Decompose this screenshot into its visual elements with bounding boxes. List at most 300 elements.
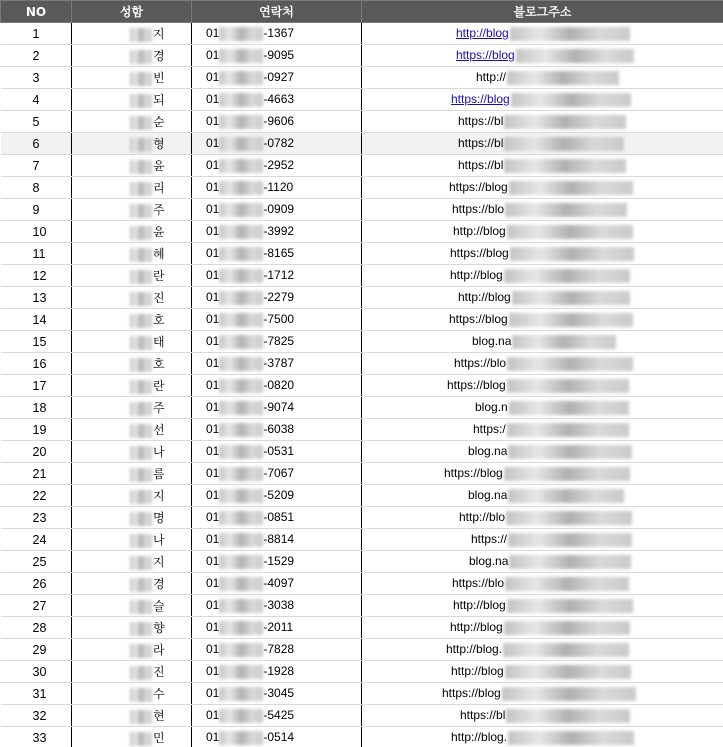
redacted-blog-url	[509, 181, 633, 195]
redacted-name	[130, 116, 152, 130]
cell-name[interactable]	[72, 199, 192, 221]
redacted-blog-url	[504, 467, 630, 481]
redacted-blog-url	[510, 247, 634, 261]
cell-phone[interactable]	[192, 705, 362, 727]
cell-phone[interactable]	[192, 111, 362, 133]
phone-prefix: 01	[206, 70, 220, 85]
redacted-blog-url	[509, 555, 631, 569]
table-row	[1, 353, 723, 375]
redacted-blog-url	[510, 27, 630, 41]
redacted-blog-url	[504, 159, 626, 173]
name-visible-part: 주	[153, 203, 165, 217]
blog-text: blog.na	[468, 444, 508, 459]
cell-phone[interactable]	[192, 507, 362, 529]
cell-name[interactable]	[72, 265, 192, 287]
cell-blog[interactable]	[362, 617, 723, 639]
phone-prefix: 01	[206, 620, 220, 635]
cell-blog[interactable]	[362, 529, 723, 551]
cell-no[interactable]: 14	[1, 309, 72, 331]
cell-no[interactable]: 21	[1, 463, 72, 485]
redacted-blog-url	[508, 445, 632, 459]
blog-link[interactable]: http://blog	[456, 26, 509, 41]
cell-phone[interactable]	[192, 67, 362, 89]
cell-blog[interactable]	[362, 243, 723, 265]
cell-no[interactable]: 22	[1, 485, 72, 507]
redacted-name	[130, 600, 152, 614]
redacted-phone	[219, 731, 263, 745]
cell-blog[interactable]	[362, 199, 723, 221]
cell-blog[interactable]	[362, 705, 723, 727]
cell-blog[interactable]	[362, 23, 723, 45]
cell-name[interactable]	[72, 243, 192, 265]
name-visible-part: 진	[153, 291, 165, 305]
name-visible-part: 라	[153, 643, 165, 657]
redacted-name	[130, 94, 152, 108]
cell-phone[interactable]	[192, 727, 362, 747]
phone-prefix: 01	[206, 246, 220, 261]
phone-prefix: 01	[206, 598, 220, 613]
blog-text: http://blo	[459, 510, 506, 525]
cell-no[interactable]: 32	[1, 705, 72, 727]
redacted-phone	[219, 203, 263, 217]
redacted-phone	[219, 709, 263, 723]
cell-no[interactable]: 25	[1, 551, 72, 573]
cell-blog[interactable]	[362, 155, 723, 177]
header-name: 성함	[72, 1, 192, 23]
name-visible-part: 경	[153, 49, 165, 63]
phone-prefix: 01	[206, 576, 220, 591]
phone-suffix: -8165	[263, 246, 295, 261]
name-visible-part: 선	[153, 423, 165, 437]
phone-suffix: -4663	[263, 92, 295, 107]
cell-blog[interactable]	[362, 419, 723, 441]
cell-phone[interactable]	[192, 485, 362, 507]
redacted-name	[130, 248, 152, 262]
cell-phone[interactable]	[192, 243, 362, 265]
blog-link[interactable]: https://blog	[451, 92, 510, 107]
name-visible-part: 란	[153, 379, 165, 393]
redacted-name	[130, 710, 152, 724]
cell-no[interactable]: 10	[1, 221, 72, 243]
cell-blog[interactable]	[362, 639, 723, 661]
redacted-blog-url	[505, 203, 627, 217]
cell-name[interactable]	[72, 133, 192, 155]
cell-blog[interactable]	[362, 177, 723, 199]
redacted-name	[130, 578, 152, 592]
header-no: NO	[1, 1, 72, 23]
cell-phone[interactable]	[192, 265, 362, 287]
cell-blog[interactable]	[362, 133, 723, 155]
redacted-name	[130, 336, 152, 350]
redacted-phone	[219, 93, 263, 107]
table-row	[1, 177, 723, 199]
cell-phone[interactable]	[192, 309, 362, 331]
cell-phone[interactable]	[192, 331, 362, 353]
name-visible-part: 호	[153, 313, 165, 327]
table-row	[1, 529, 723, 551]
redacted-blog-url	[508, 533, 632, 547]
redacted-name	[130, 270, 152, 284]
cell-phone[interactable]	[192, 221, 362, 243]
cell-name[interactable]	[72, 639, 192, 661]
cell-blog[interactable]	[362, 309, 723, 331]
phone-suffix: -0820	[263, 378, 295, 393]
name-visible-part: 리	[153, 181, 165, 195]
cell-name[interactable]	[72, 419, 192, 441]
redacted-name	[130, 28, 152, 42]
cell-blog[interactable]	[362, 89, 723, 111]
phone-prefix: 01	[206, 444, 220, 459]
redacted-blog-url	[508, 489, 624, 503]
cell-name[interactable]	[72, 353, 192, 375]
redacted-phone	[219, 533, 263, 547]
name-visible-part: 명	[153, 511, 165, 525]
cell-no[interactable]: 5	[1, 111, 72, 133]
table-row	[1, 397, 723, 419]
cell-name[interactable]	[72, 309, 192, 331]
cell-no[interactable]: 20	[1, 441, 72, 463]
redacted-phone	[219, 489, 263, 503]
cell-name[interactable]	[72, 177, 192, 199]
cell-blog[interactable]	[362, 375, 723, 397]
blog-text: http://	[476, 70, 507, 85]
cell-phone[interactable]	[192, 661, 362, 683]
cell-name[interactable]	[72, 705, 192, 727]
blog-text: https://blo	[452, 202, 505, 217]
cell-no[interactable]: 24	[1, 529, 72, 551]
blog-text: https://blo	[454, 356, 507, 371]
phone-suffix: -2011	[263, 620, 294, 635]
phone-suffix: -6038	[263, 422, 295, 437]
redacted-name	[130, 732, 152, 746]
phone-suffix: -3787	[263, 356, 295, 371]
redacted-name	[130, 292, 152, 306]
phone-suffix: -0927	[263, 70, 295, 85]
table-row	[1, 639, 723, 661]
cell-blog[interactable]	[362, 331, 723, 353]
cell-name[interactable]	[72, 551, 192, 573]
phone-prefix: 01	[206, 92, 220, 107]
redacted-name	[130, 666, 152, 680]
table-row	[1, 595, 723, 617]
redacted-blog-url	[507, 423, 629, 437]
phone-prefix: 01	[206, 26, 220, 41]
cell-blog[interactable]	[362, 507, 723, 529]
phone-prefix: 01	[206, 466, 220, 481]
cell-phone[interactable]	[192, 551, 362, 573]
cell-phone[interactable]	[192, 89, 362, 111]
redacted-name	[130, 424, 152, 438]
cell-name[interactable]	[72, 221, 192, 243]
cell-name[interactable]	[72, 375, 192, 397]
redacted-blog-url	[507, 599, 633, 613]
cell-name[interactable]	[72, 89, 192, 111]
phone-prefix: 01	[206, 48, 220, 63]
phone-prefix: 01	[206, 158, 220, 173]
cell-name[interactable]	[72, 617, 192, 639]
blog-text: https://blog	[447, 378, 506, 393]
redacted-phone	[219, 621, 263, 635]
redacted-blog-url	[507, 71, 619, 85]
redacted-phone	[219, 577, 263, 591]
redacted-phone	[219, 423, 263, 437]
cell-no[interactable]: 6	[1, 133, 72, 155]
phone-suffix: -7828	[263, 642, 295, 657]
cell-phone[interactable]	[192, 397, 362, 419]
cell-no[interactable]: 27	[1, 595, 72, 617]
table-row	[1, 133, 723, 155]
phone-prefix: 01	[206, 642, 220, 657]
cell-phone[interactable]	[192, 199, 362, 221]
cell-blog[interactable]	[362, 111, 723, 133]
cell-no[interactable]: 29	[1, 639, 72, 661]
cell-name[interactable]	[72, 397, 192, 419]
cell-name[interactable]	[72, 287, 192, 309]
name-visible-part: 향	[153, 621, 165, 635]
cell-no[interactable]: 9	[1, 199, 72, 221]
cell-no[interactable]: 8	[1, 177, 72, 199]
phone-suffix: -7500	[263, 312, 295, 327]
redacted-phone	[219, 71, 263, 85]
cell-blog[interactable]	[362, 727, 723, 747]
cell-name[interactable]	[72, 507, 192, 529]
redacted-phone	[219, 159, 263, 173]
cell-blog[interactable]	[362, 397, 723, 419]
phone-suffix: -0531	[263, 444, 295, 459]
redacted-name	[130, 160, 152, 174]
cell-no[interactable]: 7	[1, 155, 72, 177]
phone-suffix: -3038	[263, 598, 295, 613]
cell-name[interactable]	[72, 661, 192, 683]
name-visible-part: 혜	[153, 247, 165, 261]
phone-suffix: -0851	[263, 510, 295, 525]
cell-no[interactable]: 19	[1, 419, 72, 441]
cell-name[interactable]	[72, 529, 192, 551]
cell-phone[interactable]	[192, 353, 362, 375]
cell-no[interactable]: 26	[1, 573, 72, 595]
cell-phone[interactable]	[192, 375, 362, 397]
blog-text: http://blog	[458, 290, 511, 305]
cell-phone[interactable]	[192, 573, 362, 595]
redacted-phone	[219, 247, 263, 261]
phone-suffix: -2952	[263, 158, 295, 173]
blog-text: https://bl	[458, 114, 504, 129]
cell-phone[interactable]	[192, 617, 362, 639]
table-body	[1, 23, 723, 747]
cell-no[interactable]: 18	[1, 397, 72, 419]
cell-name[interactable]	[72, 331, 192, 353]
cell-phone[interactable]	[192, 683, 362, 705]
cell-phone[interactable]	[192, 419, 362, 441]
cell-blog[interactable]	[362, 221, 723, 243]
cell-no[interactable]: 15	[1, 331, 72, 353]
redacted-blog-url	[504, 621, 630, 635]
redacted-blog-url	[504, 115, 626, 129]
redacted-blog-url	[511, 93, 631, 107]
cell-no[interactable]: 11	[1, 243, 72, 265]
name-visible-part: 지	[153, 489, 165, 503]
cell-name[interactable]	[72, 45, 192, 67]
phone-suffix: -9095	[263, 48, 295, 63]
cell-blog[interactable]	[362, 441, 723, 463]
name-visible-part: 현	[153, 709, 165, 723]
phone-suffix: -1928	[263, 664, 295, 679]
redacted-phone	[219, 291, 263, 305]
name-visible-part: 호	[153, 357, 165, 371]
cell-phone[interactable]	[192, 595, 362, 617]
name-visible-part: 순	[153, 115, 165, 129]
cell-blog[interactable]	[362, 67, 723, 89]
table-row	[1, 309, 723, 331]
cell-phone[interactable]	[192, 463, 362, 485]
phone-suffix: -0782	[263, 136, 295, 151]
blog-text: https://blo	[452, 576, 505, 591]
cell-name[interactable]	[72, 111, 192, 133]
cell-phone[interactable]	[192, 529, 362, 551]
cell-no[interactable]: 12	[1, 265, 72, 287]
redacted-blog-url	[512, 291, 630, 305]
cell-phone[interactable]	[192, 639, 362, 661]
phone-prefix: 01	[206, 664, 220, 679]
name-visible-part: 태	[153, 335, 165, 349]
cell-no[interactable]: 31	[1, 683, 72, 705]
cell-phone[interactable]	[192, 287, 362, 309]
name-visible-part: 름	[153, 467, 165, 481]
cell-blog[interactable]	[362, 683, 723, 705]
redacted-blog-url	[504, 137, 624, 151]
phone-suffix: -4097	[263, 576, 295, 591]
cell-no[interactable]: 33	[1, 727, 72, 747]
table-row	[1, 331, 723, 353]
redacted-phone	[219, 49, 263, 63]
redacted-blog-url	[509, 401, 629, 415]
blog-text: https://blog	[449, 180, 508, 195]
cell-name[interactable]	[72, 67, 192, 89]
cell-phone[interactable]	[192, 133, 362, 155]
redacted-blog-url	[508, 731, 634, 745]
redacted-name	[130, 556, 152, 570]
name-visible-part: 경	[153, 577, 165, 591]
name-visible-part: 되	[153, 93, 165, 107]
cell-blog[interactable]	[362, 463, 723, 485]
table-row	[1, 375, 723, 397]
redacted-phone	[219, 137, 263, 151]
phone-suffix: -1712	[263, 268, 295, 283]
cell-phone[interactable]	[192, 441, 362, 463]
table-row	[1, 287, 723, 309]
name-visible-part: 슬	[153, 599, 165, 613]
blog-link[interactable]: https://blog	[456, 48, 515, 63]
cell-no[interactable]: 3	[1, 67, 72, 89]
cell-phone[interactable]	[192, 177, 362, 199]
name-visible-part: 지	[153, 555, 165, 569]
cell-blog[interactable]	[362, 45, 723, 67]
table-row	[1, 243, 723, 265]
phone-prefix: 01	[206, 312, 220, 327]
cell-blog[interactable]	[362, 353, 723, 375]
cell-no[interactable]: 17	[1, 375, 72, 397]
cell-blog[interactable]	[362, 595, 723, 617]
table-row	[1, 199, 723, 221]
name-visible-part: 나	[153, 445, 165, 459]
cell-blog[interactable]	[362, 265, 723, 287]
phone-suffix: -3045	[263, 686, 295, 701]
cell-name[interactable]	[72, 573, 192, 595]
cell-name[interactable]	[72, 441, 192, 463]
cell-name[interactable]	[72, 485, 192, 507]
redacted-blog-url	[505, 665, 631, 679]
cell-phone[interactable]	[192, 23, 362, 45]
cell-blog[interactable]	[362, 287, 723, 309]
redacted-blog-url	[516, 49, 634, 63]
cell-no[interactable]: 16	[1, 353, 72, 375]
blog-text: http://blog.	[446, 642, 503, 657]
redacted-name	[130, 402, 152, 416]
cell-name[interactable]	[72, 683, 192, 705]
name-visible-part: 진	[153, 665, 165, 679]
cell-no[interactable]: 2	[1, 45, 72, 67]
cell-no[interactable]: 28	[1, 617, 72, 639]
redacted-phone	[219, 687, 263, 701]
cell-blog[interactable]	[362, 573, 723, 595]
table-row	[1, 155, 723, 177]
phone-prefix: 01	[206, 510, 220, 525]
cell-phone[interactable]	[192, 45, 362, 67]
redacted-phone	[219, 665, 263, 679]
table-row	[1, 727, 723, 747]
cell-name[interactable]	[72, 23, 192, 45]
name-visible-part: 수	[153, 687, 165, 701]
cell-name[interactable]	[72, 727, 192, 747]
name-visible-part: 란	[153, 269, 165, 283]
cell-no[interactable]: 30	[1, 661, 72, 683]
redacted-blog-url	[512, 335, 616, 349]
redacted-phone	[219, 401, 263, 415]
cell-no[interactable]: 4	[1, 89, 72, 111]
blog-text: http://blog.	[451, 730, 508, 745]
table-row	[1, 45, 723, 67]
cell-no[interactable]: 1	[1, 23, 72, 45]
redacted-phone	[219, 599, 263, 613]
cell-blog[interactable]	[362, 551, 723, 573]
blog-text: https://blog	[449, 312, 508, 327]
redacted-name	[130, 446, 152, 460]
table-row	[1, 265, 723, 287]
cell-name[interactable]	[72, 463, 192, 485]
table-row	[1, 683, 723, 705]
phone-suffix: -1529	[263, 554, 295, 569]
redacted-name	[130, 688, 152, 702]
cell-name[interactable]	[72, 155, 192, 177]
cell-blog[interactable]	[362, 485, 723, 507]
cell-no[interactable]: 13	[1, 287, 72, 309]
cell-phone[interactable]	[192, 155, 362, 177]
redacted-name	[130, 468, 152, 482]
blog-text: https://blog	[444, 466, 503, 481]
name-visible-part: 지	[153, 27, 165, 41]
name-visible-part: 형	[153, 137, 165, 151]
cell-blog[interactable]	[362, 661, 723, 683]
redacted-phone	[219, 445, 263, 459]
cell-name[interactable]	[72, 595, 192, 617]
name-visible-part: 민	[153, 731, 165, 745]
cell-no[interactable]: 23	[1, 507, 72, 529]
phone-suffix: -1120	[263, 180, 294, 195]
redacted-blog-url	[506, 709, 630, 723]
name-visible-part: 나	[153, 533, 165, 547]
blog-text: blog.na	[468, 488, 508, 503]
redacted-phone	[219, 357, 263, 371]
